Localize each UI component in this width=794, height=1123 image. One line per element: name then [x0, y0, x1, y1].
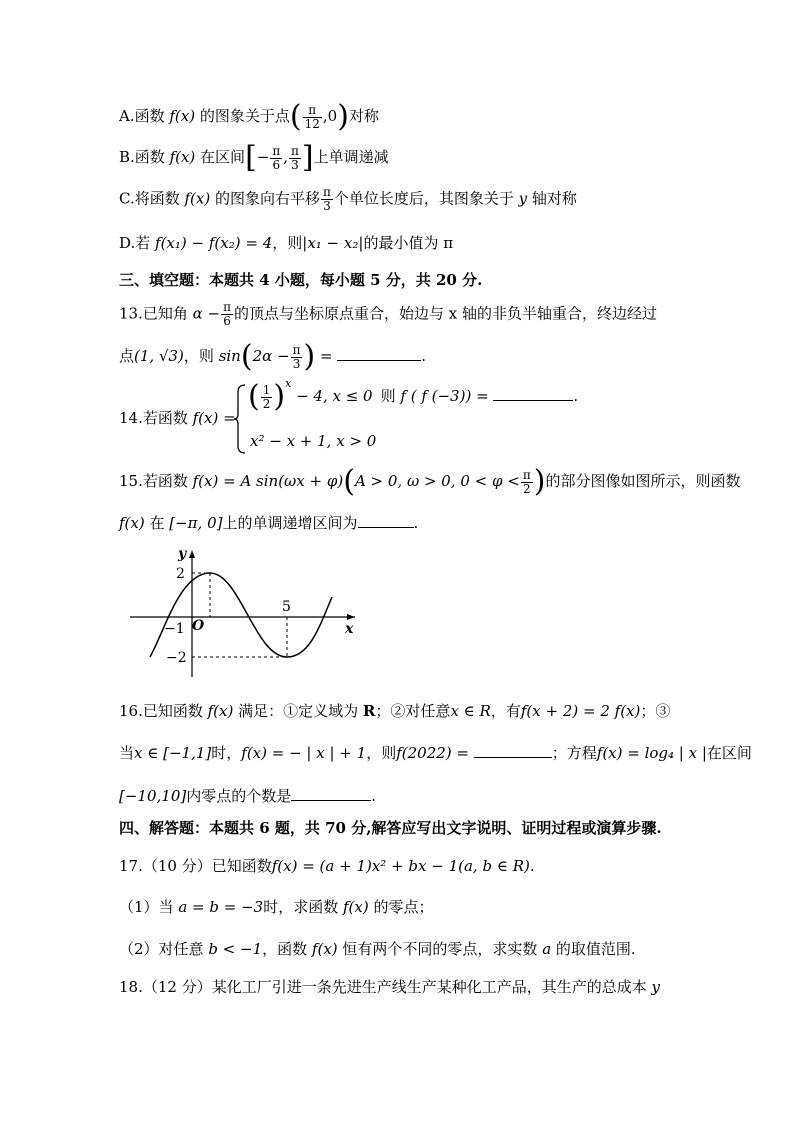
- q14-case1: ( $\frac{1}{2}$ )$^x$ − 4, x ≤ 0 则 f ( f (−3)) = .: [248, 377, 579, 414]
- option-a-fraction: $\frac{\pi}{12}$: [304, 102, 320, 131]
- option-b-text: 在区间: [195, 148, 246, 166]
- q16-then: ，则: [366, 744, 397, 762]
- q15-func-2: f(x): [119, 514, 145, 532]
- q13-equals: =: [315, 347, 338, 365]
- q16-cond3-mark: ③: [655, 702, 671, 720]
- y-label: y: [178, 546, 187, 562]
- q17-prefix: 17.（10 分）已知函数: [119, 857, 272, 875]
- q16-line2: [119, 742, 752, 763]
- option-a-prefix: A.函数: [119, 107, 170, 125]
- q16-sep2: ；: [640, 702, 656, 720]
- q16-line3: [119, 785, 376, 806]
- section-4-title: 四、解答题：本题共 6 题，共 70 分,解答应写出文字说明、证明过程或演算步骤.: [119, 819, 662, 837]
- option-b-prefix: B.函数: [119, 148, 170, 166]
- option-c-post2: 轴对称: [527, 189, 577, 208]
- option-a-tail: ,0: [322, 107, 338, 125]
- q16-answer-blank-2[interactable]: [291, 786, 371, 801]
- q16-cond2-mark: ②: [390, 702, 406, 720]
- q18-line: [119, 976, 660, 997]
- q13-point: (1, √3): [134, 347, 184, 365]
- y-tick-neg2: −2: [166, 650, 187, 666]
- y-tick-2: 2: [176, 566, 185, 582]
- option-b-post: 上单调递减: [313, 148, 389, 166]
- option-b-fraction-2: $\frac{\pi}{3}$: [291, 143, 299, 172]
- q17-p2-cond: b < −1: [208, 940, 263, 958]
- option-b-fraction-1: $\frac{\pi}{6}$: [272, 143, 281, 172]
- q13-line2: 点(1, √3)，则 sin(2α − $\frac{\pi}{3}$ ) = .: [119, 339, 427, 374]
- option-a-post: 对称: [348, 107, 379, 125]
- q13-alpha: α −: [192, 304, 221, 323]
- q16-zero-count: 内零点的个数是: [186, 787, 292, 805]
- option-c-fraction: $\frac{\pi}{3}$: [322, 185, 331, 213]
- q17-func: f(x) = (a + 1)x² + bx − 1(a, b ∈ R): [271, 857, 530, 875]
- q17-p1-cond: a = b = −3: [178, 898, 264, 916]
- x-axis-arrow: [347, 614, 355, 620]
- q17-p2-a: a: [542, 940, 552, 958]
- q17-head: [119, 855, 535, 876]
- q18-text: 18.（12 分）某化工厂引进一条先进生产线生产某种化工产品，其生产的总成本: [119, 978, 652, 996]
- q16-time: 时，: [211, 744, 242, 762]
- q13-inner: 2α −: [252, 347, 290, 365]
- q16-f2022: f(2022) =: [396, 744, 474, 762]
- q17-p1-mid: 时，求函数: [263, 898, 343, 916]
- sine-curve: [150, 573, 332, 657]
- option-d-prefix: D.若: [119, 234, 156, 252]
- q15-line2: [119, 512, 418, 533]
- q16-cond1-mark: ①: [283, 702, 299, 720]
- q16-equation: f(x) = log₄ | x |: [596, 744, 707, 762]
- q14-prefix: 14.若函数: [119, 409, 193, 427]
- q14-brace: [233, 384, 247, 454]
- option-b: B.函数 f(x) 在区间[− $\frac{\pi}{6}$ , $\frac{\pi}{3}$ ]上单调递减: [119, 140, 389, 175]
- q17-p1-prefix: （1）当: [119, 898, 179, 916]
- q14-case2: x² − x + 1, x > 0: [250, 432, 377, 450]
- q17-p1-post: 的零点；: [368, 898, 434, 916]
- q17-p2-post: 恒有两个不同的零点，求实数: [337, 940, 543, 958]
- q16-equation-label: ；方程: [551, 744, 597, 762]
- q15-fraction: $\frac{\pi}{2}$: [522, 467, 531, 496]
- q16-prefix: 16.已知函数: [119, 702, 208, 720]
- q14-then: 则: [380, 387, 401, 405]
- q18-y: y: [651, 978, 660, 996]
- q16-sep1: ；: [375, 702, 391, 720]
- q14-ff: f ( f (−3)) =: [400, 387, 494, 405]
- q17-p2-prefix: （2）对任意: [119, 940, 209, 958]
- option-b-func: f(x): [169, 148, 196, 166]
- option-d-mid: ，则: [272, 234, 303, 252]
- q14-answer-blank[interactable]: [493, 386, 573, 401]
- q13-point-label: 点: [119, 347, 135, 365]
- q13-answer-blank[interactable]: [337, 346, 421, 361]
- y-axis-arrow: [189, 550, 195, 558]
- q13-then: ，则: [183, 347, 219, 365]
- q13-sin: sin: [218, 347, 241, 365]
- q17-p1-func: f(x): [342, 898, 369, 916]
- option-c-post: 个单位长度后，其图象关于: [333, 189, 519, 208]
- q17-part2: [119, 938, 636, 959]
- q16-when: 当: [119, 744, 135, 762]
- q16-xr: x ∈ R: [450, 702, 491, 720]
- q14-exponent: x: [285, 377, 292, 390]
- q15-in: 在: [144, 514, 170, 532]
- q16-answer-blank-1[interactable]: [474, 743, 552, 758]
- q16-interval: [−10,10]: [119, 787, 187, 805]
- q17-part1: [119, 896, 433, 917]
- q13-prefix: 13.已知角: [119, 304, 193, 323]
- q16-domain: x ∈ [−1,1]: [134, 744, 212, 762]
- q15-interval: [−π, 0]: [169, 514, 223, 532]
- q15-func: f(x) = A sin(ωx + φ): [192, 472, 344, 490]
- q16-line1: [119, 700, 670, 721]
- option-d-abs: |x₁ − x₂|: [302, 234, 364, 252]
- option-d-expr: f(x₁) − f(x₂) = 4: [155, 234, 273, 252]
- q14-func: f(x) =: [192, 409, 236, 427]
- q16-R: R: [362, 702, 376, 720]
- option-a-text: 的图象关于点: [195, 107, 290, 125]
- q15-prefix: 15.若函数: [119, 472, 193, 490]
- q17-end: .: [529, 857, 535, 875]
- q15-text-2: 上的单调递增区间为: [222, 514, 358, 532]
- q16-func: f(x): [207, 702, 234, 720]
- option-c-func: f(x): [184, 189, 211, 208]
- option-c-y: y: [518, 189, 528, 208]
- q16-have: ，有: [490, 702, 521, 720]
- x-tick-5: 5: [282, 599, 291, 615]
- q13-text: 的顶点与坐标原点重合，始边与 x 轴的非负半轴重合，终边经过: [233, 304, 657, 323]
- q16-relation: f(x + 2) = 2 f(x): [520, 702, 641, 720]
- q13-fraction-2: $\frac{\pi}{3}$: [292, 342, 301, 371]
- option-d-post: 的最小值为 π: [363, 234, 454, 252]
- section-3-title: 三、填空题：本题共 4 小题，每小题 5 分，共 20 分.: [119, 271, 483, 289]
- q14-prefix-line: [119, 407, 236, 428]
- option-a: A.函数 f(x) 的图象关于点( $\frac{\pi}{12}$ ,0)对称: [119, 99, 379, 134]
- option-a-func: f(x): [169, 107, 196, 125]
- q16-end: .: [371, 787, 377, 805]
- option-d: [119, 232, 453, 253]
- option-c-prefix: C.将函数: [119, 189, 185, 208]
- option-c: [119, 186, 577, 213]
- q15-cond: A > 0, ω > 0, 0 < φ <: [354, 472, 520, 490]
- q13-end: .: [421, 347, 427, 365]
- q14-case1-rest: − 4, x ≤ 0: [291, 387, 373, 405]
- q16-cond1: 定义域为: [298, 702, 363, 720]
- x-tick-neg1: −1: [164, 621, 185, 637]
- q13-fraction: $\frac{\pi}{6}$: [223, 300, 231, 328]
- q15-answer-blank[interactable]: [358, 513, 414, 528]
- q15-text: 的部分图像如图所示，则函数: [545, 472, 741, 490]
- q16-cond2: 对任意: [405, 702, 451, 720]
- q15-line1: 15.若函数 f(x) = A sin(ωx + φ)(A > 0, ω > 0, 0 < φ < $\frac{\pi}{2}$ )的部分图像如图所示，则函数: [119, 464, 741, 499]
- q16-def: f(x) = − | x | + 1: [241, 744, 367, 762]
- option-c-text: 的图象向右平移: [210, 189, 320, 208]
- q14-end: .: [573, 387, 579, 405]
- x-label: x: [345, 621, 354, 637]
- sine-graph: [120, 540, 370, 680]
- q15-end: .: [413, 514, 419, 532]
- origin-label: O: [192, 618, 205, 634]
- q17-p2-end: 的取值范围.: [551, 940, 636, 958]
- q16-satisfy: 满足：: [233, 702, 284, 720]
- q17-p2-func: f(x): [311, 940, 338, 958]
- q17-p2-mid: ，函数: [262, 940, 312, 958]
- q16-interval-label: 在区间: [706, 744, 752, 762]
- q13-line1: [119, 301, 657, 328]
